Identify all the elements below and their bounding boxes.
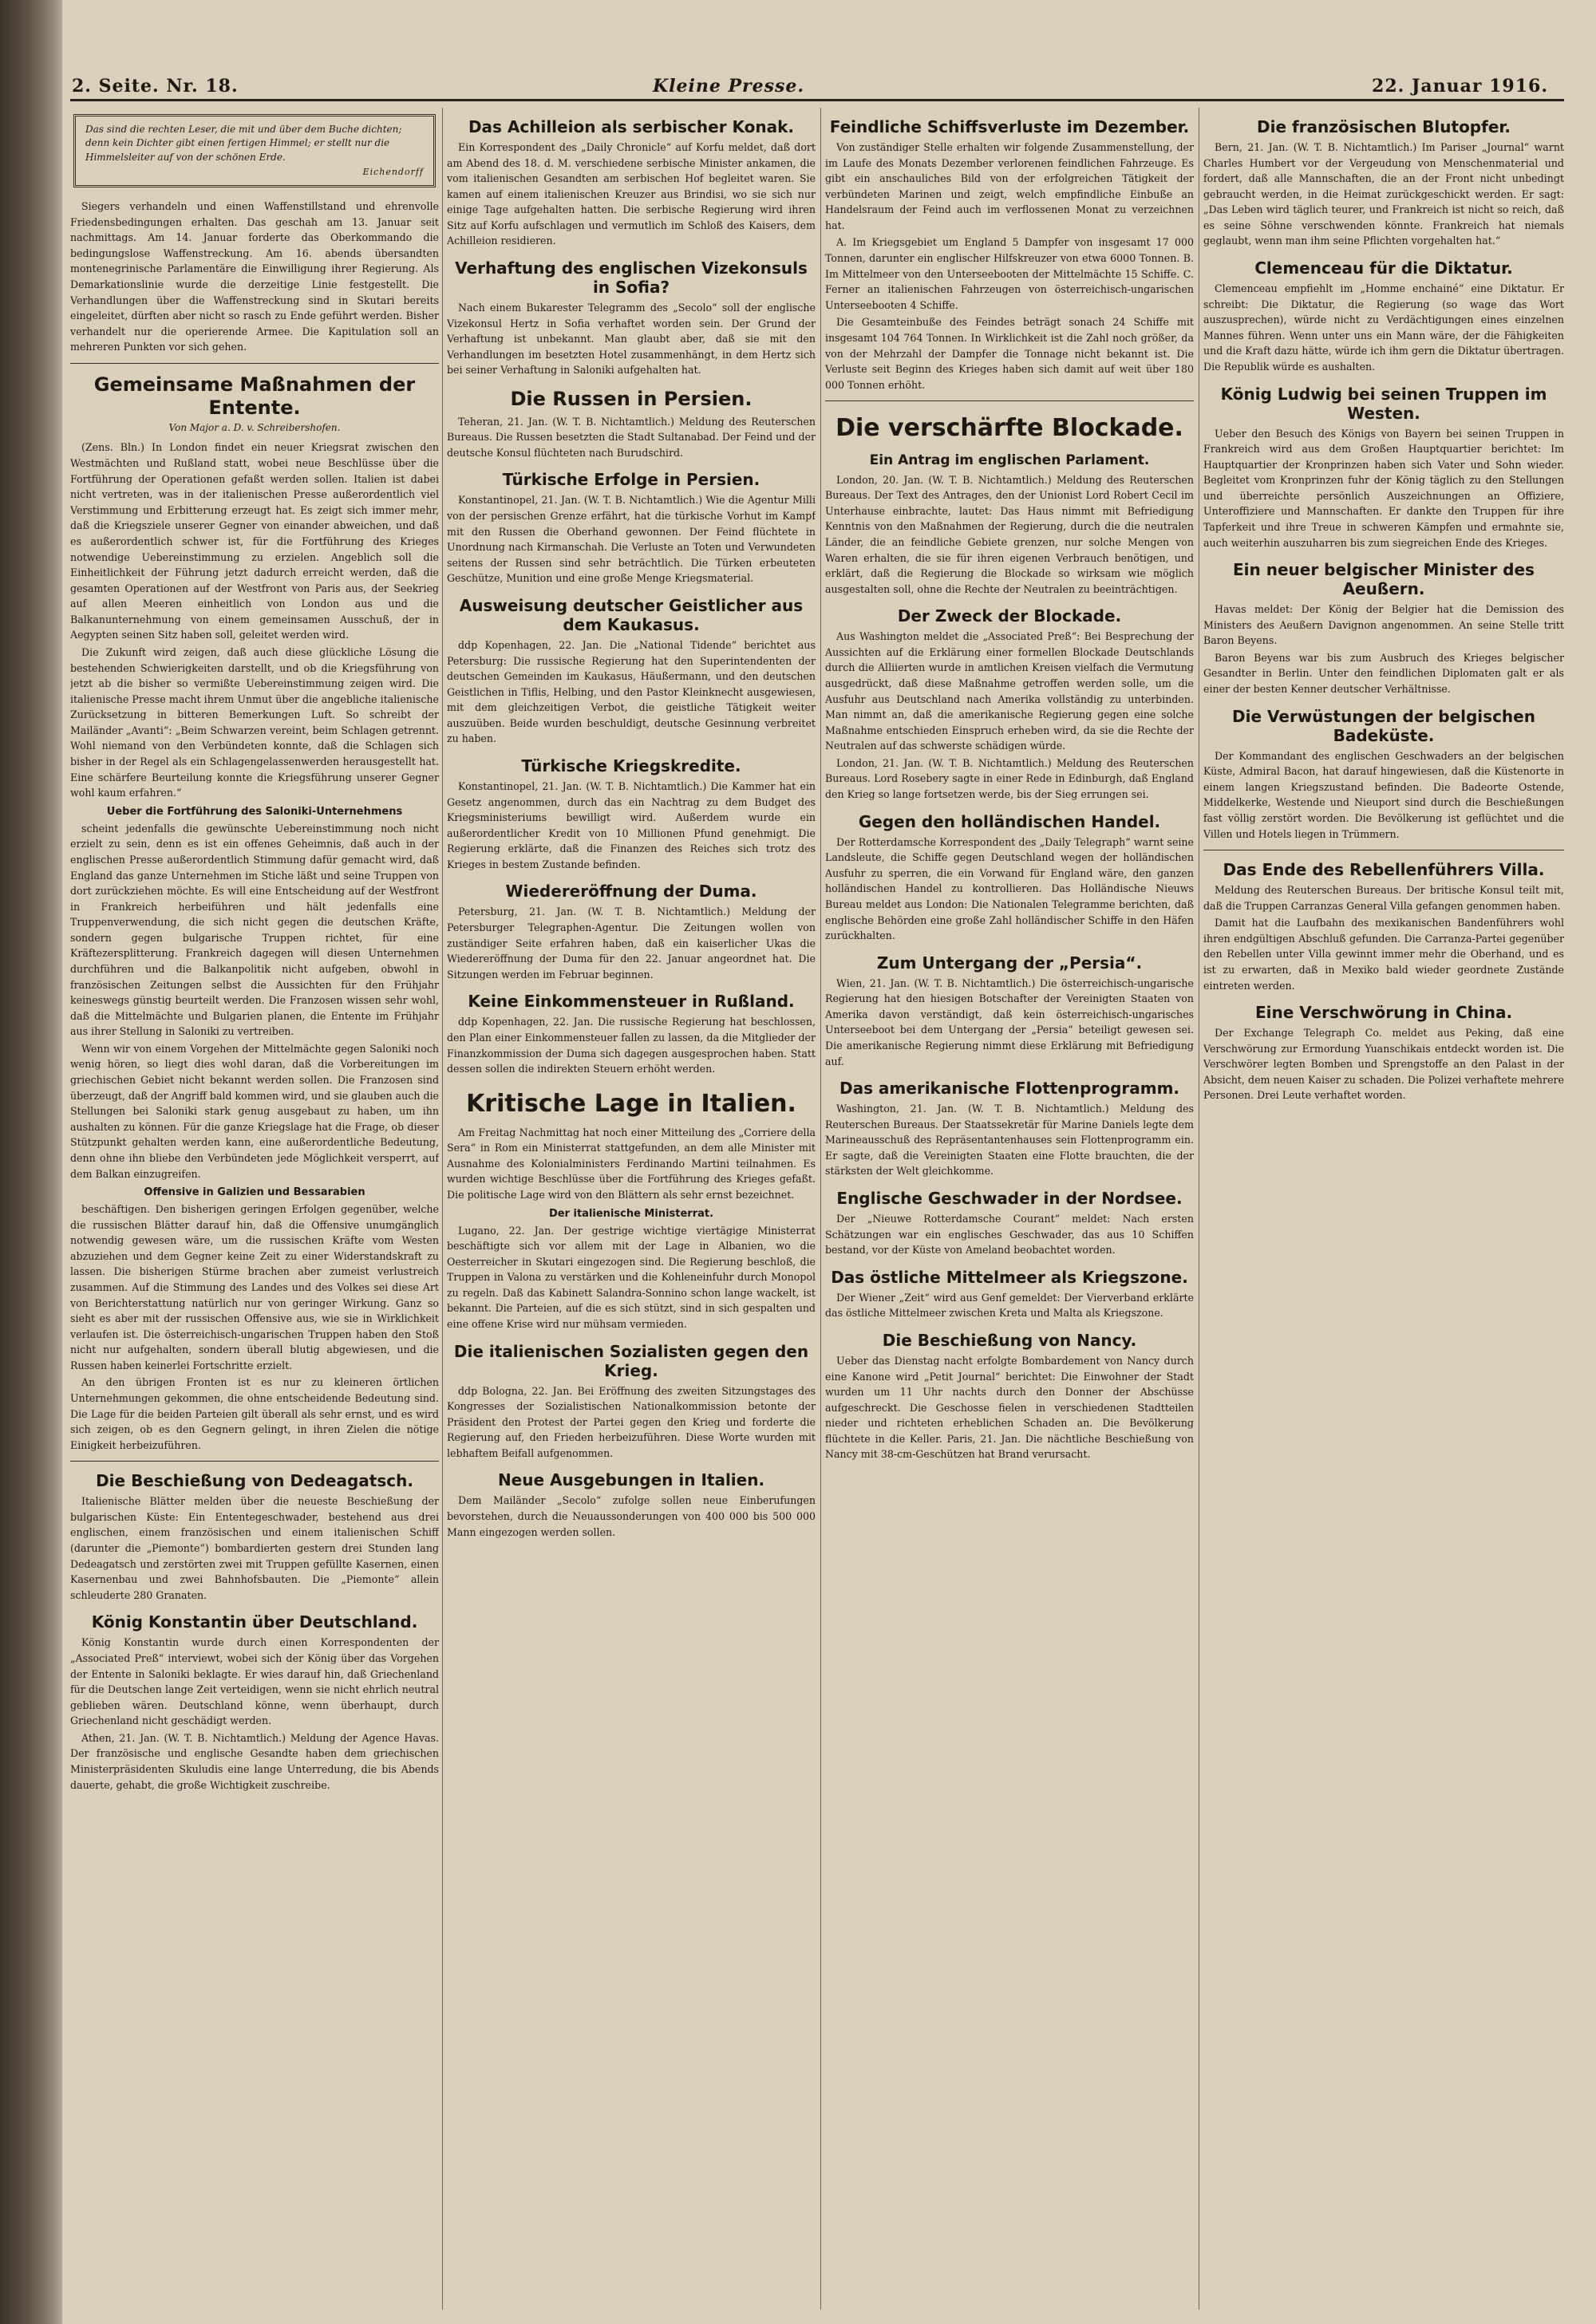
article-paragraph: Dem Mailänder „Secolo“ zufolge sollen neue Einberufungen bevorstehen, durch die Neuaussonderungen von 400 000 bis 500 000 Mann eingezogen werden sollen. — [447, 1494, 816, 1538]
article-paragraph: Petersburg, 21. Jan. (W. T. B. Nichtamtlich.) Meldung der Petersburger Telegraphen-Agentur. Die Zeitungen wollen von zuständiger Seite erfahren haben, daß ein kaiserlicher Ukas die Wiedereröffnung der Duma für den 22. Januar angeordnet hat. Die Sitzungen werden im Februar beginnen. — [447, 906, 816, 980]
page-header — [62, 76, 1596, 108]
article-paragraph: A. Im Kriegsgebiet um England 5 Dampfer von insgesamt 17 000 Tonnen, darunter ein englischer Hilfskreuzer von etwa 6000 Tonnen. B. Im Mittelmeer von den Unterseebooten der Mittelmächte 15 Schiffe. C. Ferner an italienischen Fahrzeugen von österreichisch-ungarischen Unterseebooten 4 Schiffe. — [825, 236, 1194, 311]
article-paragraph: London, 20. Jan. (W. T. B. Nichtamtlich.) Meldung des Reuterschen Bureaus. Der Text des Antrages, den der Unionist Lord Robert Cecil im Unterhause einbrachte, lautet: Das Haus nimmt mit Befriedigung Kenntnis von den Maßnahmen der Regierung, durch die die neutralen Länder, die an feindliche Gebiete grenzen, nur solche Mengen von Waren erhalten, die sie für ihren eigenen Verbrauch benötigen, und erklärt, daß die Regierung die Blockade so wirksam wie möglich ausgestalten soll, ohne die Rechte der Neutralen zu beeinträchtigen. — [825, 473, 1194, 595]
article-paragraph: Ueber den Besuch des Königs von Bayern bei seinen Truppen in Frankreich wird aus dem Großen Hauptquartier berichtet: Im Hauptquartier der Kronprinzen haben sich Vater und Sohn wieder. Begleitet vom Kronprinzen fuhr der König täglich zu den Stellungen und überreichte persönlich Auszeichnungen an Offiziere, Unteroffiziere und Mannschaften. Er dankte den Truppen für ihre Tapferkeit und ihre Treue in schweren Kämpfen und ermahnte sie, auch weiterhin auszuharren bis zum siegreichen Ende des Krieges. — [1203, 427, 1564, 549]
article-headline: Türkische Erfolge in Persien. — [502, 470, 760, 490]
article-headline: Der Zweck der Blockade. — [897, 606, 1122, 626]
article-paragraph: Am Freitag Nachmittag hat noch einer Mitteilung des „Corriere della Sera“ in Rom ein Ministerrat stattgefunden, an dem alle Minister mit Ausnahme des Kolonialministers Ferdinando Martini teilnahmen. Es wurden wichtige Beschlüsse über die Fortführung des Krieges gefaßt. Die politische Lage wird von den Blättern als sehr ernst bezeichnet. — [447, 1126, 816, 1201]
article-paragraph: Nach einem Bukarester Telegramm des „Secolo“ soll der englische Vizekonsul Hertz in Sofia verhaftet worden sein. Der Grund der Verhaftung ist unbekannt. Man glaubt aber, daß sie mit den Verhandlungen im besetzten Hotel zusammenhängt, in dem Hertz sich bei seiner Verhaftung in Saloniki aufgehalten hat. — [447, 302, 816, 377]
article-headline: Ein neuer belgischer Minister des Aeußern. — [1233, 560, 1535, 599]
article-paragraph: Lugano, 22. Jan. Der gestrige wichtige viertägige Ministerrat beschäftigte sich vor allem mit der Lage in Albanien, wo die Oesterreicher in Skutari eingezogen sind. Die Regierung beschloß, die Truppen in Valona zu verstärken und die Kohleneinfuhr durch Monopol zu regeln. Daß das Kabinett Salandra-Sonnino schon lange wackelt, ist bekannt. Die Parteien, auf die es sich stützt, sind in sich gespalten und eine offene Krise wird nur mühsam vermieden. — [447, 1224, 816, 1331]
article-paragraph: Der Kommandant des englischen Geschwaders an der belgischen Küste, Admiral Bacon, hat darauf hingewiesen, daß die Küstenorte in einem langen Kriegszustand befinden. Die Badeorte Ostende, Middelkerke, Westende und Nieuport sind durch die Beschießungen fast völlig zerstört worden. Die Bevölkerung ist geflüchtet und die Villen und Hotels liegen in Trümmern. — [1203, 749, 1564, 840]
divider — [70, 363, 439, 364]
column-divider — [820, 108, 821, 2310]
article-paragraph: Damit hat die Laufbahn des mexikanischen Bandenführers wohl ihren endgültigen Abschluß gefunden. Die Carranza-Partei gegenüber den Rebellen unter Villa gewinnt immer mehr die Oberhand, und es ist zu erwarten, daß in Mexiko bald wieder geordnete Zustände eintreten werden. — [1203, 917, 1564, 992]
page-number: 2. Seite. Nr. 18. — [72, 76, 239, 97]
article-headline: Wiedereröffnung der Duma. — [505, 882, 757, 902]
article-headline: Das Ende des Rebellenführers Villa. — [1223, 860, 1545, 880]
article-headline: Die verschärfte Blockade. — [836, 414, 1183, 443]
article-headline: Gegen den holländischen Handel. — [858, 811, 1161, 831]
section-subheading: Der italienische Ministerrat. — [548, 1207, 714, 1220]
article-paragraph: ddp Kopenhagen, 22. Jan. Die „National Tidende“ berichtet aus Petersburg: Die russische Regierung hat den Superintendenten der deutschen Gemeinden im Kaukasus, Häußermann, und den deutschen Geistlichen in Tiflis, Helbing, und den Pastor Kleinknecht ausgewiesen, mit dem gleichzeitigen Verbot, die geistliche Tätigkeit weiter auszuüben. Beide wurden beschuldigt, deutsche Gesinnung verbreitet zu haben. — [447, 638, 816, 745]
article-paragraph: Athen, 21. Jan. (W. T. B. Nichtamtlich.) Meldung der Agence Havas. Der französische und englische Gesandte haben dem griechischen Ministerpräsidenten Skuludis eine lange Unterredung, die bis Abends dauerte, gehabt, die große Wichtigkeit zuschreibe. — [70, 1731, 439, 1791]
article-headline: Türkische Kriegskredite. — [521, 756, 741, 775]
column-4 — [1203, 108, 1564, 2318]
header-rule — [70, 99, 1564, 101]
article-paragraph: Clemenceau empfiehlt im „Homme enchainé“ eine Diktatur. Er schreibt: Die Diktatur, die Regierung (so wage das Wort auszusprechen), würde nicht zu Verdächtigungen eines einzelnen Mannes führen. Wenn unter uns ein Mann wäre, der die Fähigkeiten und die Kraft dazu hätte, würde ich ihm gern die Diktatur übertragen. Die Republik würde es aushalten. — [1203, 282, 1564, 373]
article-headline: Keine Einkommensteuer in Rußland. — [468, 992, 795, 1012]
masthead-title: Kleine Presse. — [653, 76, 805, 97]
article-headline: Zum Untergang der „Persia“. — [876, 953, 1143, 973]
article-headline: Clemenceau für die Diktatur. — [1254, 258, 1513, 278]
article-paragraph: Der „Nieuwe Rotterdamsche Courant“ meldet: Nach ersten Schätzungen war ein englisches Geschwader, das aus 10 Schiffen bestand, vor der Küste von Ameland beobachtet worden. — [825, 1213, 1194, 1257]
article-subheadline: Ein Antrag im englischen Parlament. — [869, 452, 1150, 469]
article-paragraph: Die Gesamteinbuße des Feindes beträgt sonach 24 Schiffe mit insgesamt 104 764 Tonnen. In Wirklichkeit ist die Zahl noch größer, da von der Mehrzahl der Dampfer die Tonnage nicht bekannt ist. Die Verluste seit Beginn des Krieges haben sich damit auf weit über 180 000 Tonnen erhöht. — [825, 316, 1194, 391]
article-paragraph: Der Rotterdamsche Korrespondent des „Daily Telegraph“ warnt seine Landsleute, die Schiffe gegen Deutschland wegen der holländischen Ausfuhr zu sperren, die ein Vorwand für England wäre, den ganzen holländischen Handel zu kontrollieren. Das Holländische Nieuws Bureau meldet aus London: Die Nationalen Telegramme berichten, daß englische Behörden eine große Zahl holländischer Schiffe in den Häfen zurückhalten. — [825, 835, 1194, 942]
article-headline: Eine Verschwörung in China. — [1254, 1003, 1513, 1023]
article-paragraph: Teheran, 21. Jan. (W. T. B. Nichtamtlich.) Meldung des Reuterschen Bureaus. Die Russen besetzten die Stadt Sultanabad. Der Feind und der deutsche Konsul flüchteten nach Burudschird. — [447, 415, 816, 459]
article-paragraph: Meldung des Reuterschen Bureaus. Der britische Konsul teilt mit, daß die Truppen Carranzas General Villa gefangen genommen haben. — [1203, 884, 1564, 912]
article-headline: Ausweisung deutscher Geistlicher aus dem Kaukasus. — [459, 595, 804, 634]
article-paragraph: beschäftigen. Den bisherigen geringen Erfolgen gegenüber, welche die russischen Blätter darauf hin, daß die Offensive unumgänglich notwendig gewesen wäre, um die russischen Kräfte vom Westen abzuziehen und dem Gegner keine Zeit zu einer Widerstandskraft zu lassen. Die bisherigen Stürme brachen aber zumeist verlustreich zusammen. Auf die Stimmung des Landes und des Volkes sei diese Art von Berichterstattung natürlich nur von geringer Wirkung. Ganz so sieht es aber mit der russischen Offensive aus, wie sie in Wirklichkeit verlaufen ist. Die österreichisch-ungarischen Truppen haben den Stoß nicht nur aufgehalten, sondern überall blutig abgewiesen, und die Russen haben keinerlei Fortschritte erzielt. — [70, 1203, 439, 1371]
section-subheading: Offensive in Galizien und Bessarabien — [144, 1186, 365, 1199]
article-paragraph: Wien, 21. Jan. (W. T. B. Nichtamtlich.) Die österreichisch-ungarische Regierung hat den hiesigen Botschafter der Vereinigten Staaten von Amerika davon verständigt, daß kein österreichisch-ungarisches Unterseeboot bei dem Untergang der „Persia“ beteiligt gewesen sei. Die amerikanische Regierung nimmt diese Erklärung mit Befriedigung auf. — [825, 977, 1194, 1067]
article-paragraph: Von zuständiger Stelle erhalten wir folgende Zusammenstellung, der im Laufe des Monats Dezember verlorenen feindlichen Fahrzeuge. Es gibt ein anschauliches Bild von der erfolgreichen Tätigkeit der verbündeten Marinen und zeigt, welch empfindliche Einbuße an Handelsraum der Feind auch im verflossenen Monat zu verzeichnen hat. — [825, 141, 1194, 231]
article-paragraph: ddp Bologna, 22. Jan. Bei Eröffnung des zweiten Sitzungstages des Kongresses der Sozialistischen Nationalkommission betonte der Präsident den Protest der Partei gegen den Krieg und forderte die Regierung auf, den Frieden herbeizuführen. Diese Worte wurden mit lebhaftem Beifall aufgenommen. — [447, 1384, 816, 1459]
article-headline: Feindliche Schiffsverluste im Dezember. — [829, 117, 1190, 136]
issue-date: 22. Januar 1916. — [1372, 76, 1548, 97]
article-headline: Das Achilleion als serbischer Konak. — [468, 117, 795, 136]
article-paragraph: Havas meldet: Der König der Belgier hat die Demission des Ministers des Aeußern Davignon angenommen. An seine Stelle tritt Baron Beyens. — [1203, 603, 1564, 647]
column-3 — [825, 108, 1194, 2318]
column-divider — [442, 108, 443, 2310]
article-paragraph: Der Wiener „Zeit“ wird aus Genf gemeldet: Der Vierverband erklärte das östliche Mittelmeer zwischen Kreta und Malta als Kriegszone. — [825, 1291, 1194, 1320]
article-paragraph: Baron Beyens war bis zum Ausbruch des Krieges belgischer Gesandter in Berlin. Unter den feindlichen Diplomaten galt er als einer der besten Kenner deutscher Verhältnisse. — [1203, 651, 1564, 696]
article-paragraph: Konstantinopel, 21. Jan. (W. T. B. Nichtamtlich.) Die Kammer hat ein Gesetz angenommen, durch das ein Nachtrag zu dem Budget des Kriegsministeriums bewilligt wird. Außerdem wurde ein außerordentlicher Kredit von 10 Millionen Pfund genehmigt. Die Regierung erklärte, daß die Finanzen des Reiches sich trotz des Krieges in bestem Zustande befinden. — [447, 779, 816, 870]
article-paragraph: Der Exchange Telegraph Co. meldet aus Peking, daß eine Verschwörung zur Ermordung Yuanschikais entdeckt worden ist. Die Verschwörer legten Bomben und Sprengstoffe an den Palast in der Absicht, dem neuen Kaiser zu schaden. Die Polizei verhaftete mehrere Personen. Drei Leute verhaftet worden. — [1203, 1027, 1564, 1102]
article-paragraph: (Zens. Bln.) In London findet ein neuer Kriegsrat zwischen den Westmächten und Rußland statt, wobei neue Beschlüsse über die Fortführung der Operationen gefaßt werden sollen. Italien ist dabei nicht vertreten, was in der italienischen Presse außerordentlich viel Verstimmung und Erbitterung erzeugt hat. Es zeigt sich immer mehr, daß die Kriegsziele unserer Gegner von einander abweichen, und daß es außerordentlich schwer ist, für die Fortführung des Krieges notwendige Uebereinstimmung zu erzielen. Angeblich soll die Einheitlichkeit der Führung jetzt dadurch erreicht werden, daß die gesamten Operationen auf der Westfront von Paris aus, der Seekrieg auf allen Meeren einheitlich von London aus und die Balkanunternehmung von einem gemeinsamen Ausschuß, der in Aegypten seinen Sitz haben soll, geleitet werden wird. — [70, 441, 439, 641]
article-headline: Englische Geschwader in der Nordsee. — [836, 1189, 1183, 1209]
article-headline: Gemeinsame Maßnahmen der Entente. — [93, 373, 416, 419]
article-paragraph: Washington, 21. Jan. (W. T. B. Nichtamtlich.) Meldung des Reuterschen Bureaus. Der Staatssekretär für Marine Daniels legte dem Marineausschuß des Repräsentantenhauses sein Flottenprogramm ein. Er sagte, daß die Vereinigten Staaten eine Flotte brauchten, die der stärksten der Welt gleichkomme. — [825, 1103, 1194, 1178]
article-headline: Die Beschießung von Dedeagatsch. — [96, 1471, 413, 1491]
section-subheading: Ueber die Fortführung des Saloniki-Unternehmens — [106, 805, 403, 818]
article-paragraph: Aus Washington meldet die „Associated Preß“: Bei Besprechung der Aussichten auf die Erklärung einer formellen Blockade Deutschlands durch die Alliierten wurde in amtlichen Kreisen vielfach die Vermutung ausgedrückt, daß diese Maßnahme getroffen werden solle, um die Ausfuhr aus Deutschland nach Amerika vollständig zu unterbinden. Man nimmt an, daß die amerikanische Regierung gegen eine solche Maßnahme entschieden Einspruch erheben wird, da sie die Rechte der Neutralen auf das schwerste schädigen würde. — [825, 630, 1194, 752]
article-headline: Das amerikanische Flottenprogramm. — [839, 1079, 1180, 1099]
column-1 — [70, 108, 439, 2318]
article-paragraph: Ueber das Dienstag nacht erfolgte Bombardement von Nancy durch eine Kanone wird „Petit Journal“ berichtet: Die Einwohner der Stadt wurden um 11 Uhr nachts durch den Donner der Abschüsse aufgeschreckt. Die Geschosse fielen in verschiedenen Stadtteilen nieder und richteten erheblichen Schaden an. Die Bevölkerung flüchtete in die Keller. Paris, 21. Jan. Die nächtliche Beschießung von Nancy mit 38-cm-Geschützen hat Brand verursacht. — [825, 1354, 1194, 1461]
article-headline: Die italienischen Sozialisten gegen den Krieg. — [453, 1341, 809, 1380]
article-paragraph: An den übrigen Fronten ist es nur zu kleineren örtlichen Unternehmungen gekommen, die ohne entscheidende Bedeutung sind. Die Lage für die beiden Parteien gilt überall als sehr ernst, und es wird sich zeigen, ob es den Gegnern gelingt, in ihren Zielen die nötige Einigkeit herbeizuführen. — [70, 1376, 439, 1451]
article-headline: König Konstantin über Deutschland. — [91, 1612, 418, 1632]
article-paragraph: scheint jedenfalls die gewünschte Uebereinstimmung noch nicht erzielt zu sein, denn es ist ein offenes Geheimnis, daß auch in der englischen Presse außerordentlich Stimmung dafür gemacht wird, daß England das ganze Unternehmen im Stiche läßt und seine Truppen von dort zurückziehen möchte. Es will eine Entscheidung auf der Westfront in Frankreich herbeiführen und hält jedenfalls eine Truppenverwendung, die sich nicht gegen die deutschen Kräfte, sondern gegen bulgarische Truppen richtet, für eine Kräftezersplitterung. Frankreich dagegen will diesen Unternehmen durchführen und die Balkanpolitik nicht aufgeben, obwohl in französischen Zeitungen selbst die Aussichten für den Frühjahr keineswegs günstig beurteilt werden. Die Franzosen wissen sehr wohl, daß die Mittelmächte und Bulgarien planen, die Entente im Frühjahr aus ihrer Stellung in Saloniki zu vertreiben. — [70, 822, 439, 1038]
motto-text: Das sind die rechten Leser, die mit und über dem Buche dichten; denn kein Dichter gibt einen fertigen Himmel; er stellt nur die Himmelsleiter auf von der schönen Erde. — [85, 124, 402, 163]
article-byline: Von Major a. D. v. Schreibershofen. — [168, 422, 341, 434]
divider — [70, 1461, 439, 1462]
article-paragraph: London, 21. Jan. (W. T. B. Nichtamtlich.) Meldung des Reuterschen Bureaus. Lord Rosebery sagte in einer Rede in Edinburgh, daß England den Krieg so lange fortsetzen werde, bis der Sieg errungen sei. — [825, 756, 1194, 801]
article-headline: Die Russen in Persien. — [510, 387, 753, 410]
article-paragraph: Bern, 21. Jan. (W. T. B. Nichtamtlich.) Im Pariser „Journal“ warnt Charles Humbert vor der Vergeudung von Menschenmaterial und fordert, daß alle Mannschaften, die an der Front nicht unbedingt gebraucht werden, in die Heimat zurückgeschickt werden. Er sagt: „Das Leben wird täglich teurer, und Frankreich ist nicht so reich, daß es seine Söhne verschwenden könnte. Frankreich hat niemals geglaubt, wenn man ihm seine Pflichten vorgehalten hat.“ — [1203, 141, 1564, 247]
article-paragraph: Konstantinopel, 21. Jan. (W. T. B. Nichtamtlich.) Wie die Agentur Milli von der persischen Grenze erfährt, hat die türkische Vorhut im Kampf mit den Russen die Oberhand gewonnen. Der Feind flüchtete in Unordnung nach Kirmanschah. Die Verluste an Toten und Verwundeten seitens der Russen sind sehr beträchtlich. Die Türken erbeuteten Geschütze, Munition und eine große Menge Kriegsmaterial. — [447, 494, 816, 585]
column-2 — [447, 108, 816, 2318]
article-headline: König Ludwig bei seinen Truppen im Westen. — [1220, 384, 1547, 423]
article-headline: Die Verwüstungen der belgischen Badeküste. — [1232, 706, 1535, 745]
article-headline: Neue Ausgebungen in Italien. — [497, 1470, 765, 1490]
divider — [825, 400, 1194, 401]
article-headline: Verhaftung des englischen Vizekonsuls in Sofia? — [455, 258, 808, 298]
article-headline: Das östliche Mittelmeer als Kriegszone. — [831, 1267, 1188, 1287]
article-paragraph: Siegers verhandeln und einen Waffenstillstand und ehrenvolle Friedensbedingungen erhalten. Das geschah am 13. Januar seit nachmittags. Am 14. Januar forderte das Oberkommando die bedingungslose Waffenstreckung. Am 16. abends übersandten montenegrinische Parlamentäre die Einwilligung ihrer Regierung. Als Demarkationslinie wurde die derzeitige Linie festgestellt. Die Verhandlungen über die Waffenstreckung sind in Skutari bereits eingeleitet, dürften aber nicht so rasch zu Ende geführt werden. Bisher verhandelt nur die operierende Armee. Die Kapitulation soll an mehreren Punkten vor sich gehen. — [70, 200, 439, 353]
motto-box — [73, 114, 436, 187]
article-headline: Die französischen Blutopfer. — [1256, 117, 1511, 136]
article-paragraph: ddp Kopenhagen, 22. Jan. Die russische Regierung hat beschlossen, den Plan einer Einkommensteuer fallen zu lassen, da die Mitglieder der Finanzkommission der Duma sich dagegen ausgesprochen haben. Statt dessen sollen die indirekten Steuern erhöht werden. — [447, 1016, 816, 1075]
motto-author: Eichendorff — [362, 167, 424, 178]
article-headline: Kritische Lage in Italien. — [466, 1089, 796, 1118]
article-paragraph: Ein Korrespondent des „Daily Chronicle“ auf Korfu meldet, daß dort am Abend des 18. d. M. verschiedene serbische Minister ankamen, die vom italienischen Gesandten am serbischen Hof begleitet waren. Sie kamen auf einem italienischen Kreuzer aus Brindisi, wo sie sich nur einige Tage aufgehalten hatten. Die serbische Regierung wird ihren Sitz auf Korfu aufschlagen und vermutlich im Schloß des Kaisers, dem Achilleion residieren. — [447, 141, 816, 247]
article-paragraph: Wenn wir von einem Vorgehen der Mittelmächte gegen Saloniki noch wenig hören, so liegt dies wohl daran, daß die Vorbereitungen im griechischen Gebiet nicht bekannt werden sollen. Die Franzosen sind überzeugt, daß der Angriff bald kommen wird, und sie glauben auch die Stellungen bei Saloniki stark genug ausgebaut zu haben, um ihn aushalten zu können. Für die ganze Kriegslage hat die Frage, ob dieser Stützpunkt gehalten werden kann, eine außerordentliche Bedeutung, denn ohne ihn bliebe den Verbündeten jede Möglichkeit versperrt, auf dem Balkan einzugreifen. — [70, 1042, 439, 1180]
article-paragraph: Die Zukunft wird zeigen, daß auch diese glückliche Lösung die bestehenden Schwierigkeiten darstellt, und ob die Kriegsführung von jetzt ab die bisher so vermißte Uebereinstimmung zeigen wird. Die italienische Presse macht ihrem Unmut über die angebliche italienische Zurücksetzung in bitteren Bemerkungen Luft. So schreibt der Mailänder „Avanti“: „Beim Schwarzen vereint, beim Schlagen getrennt. Wohl niemand von den Verbündeten konnte, daß die Schlagen sich bisher in der Regel als ein Schlagengelassenwerden herausgestellt hat. Eine schärfere Beurteilung konnte die Kriegsführung unserer Gegner wohl kaum erfahren.“ — [70, 646, 439, 799]
newspaper-page — [62, 0, 1596, 2324]
article-paragraph: Italienische Blätter melden über die neueste Beschießung der bulgarischen Küste: Ein Ententegeschwader, bestehend aus drei englischen, einem französischen und einem italienischen Schiff (darunter die „Piemonte“) bombardierten gestern drei Stunden lang Dedeagatsch und zerstörten zwei mit Truppen gefüllte Kasernen, einen Kasernenbau und zwei Bahnhofsbauten. Die „Piemonte“ allein schleuderte 280 Granaten. — [70, 1495, 439, 1601]
book-binding — [0, 0, 62, 2324]
article-headline: Die Beschießung von Nancy. — [882, 1330, 1137, 1350]
article-paragraph: König Konstantin wurde durch einen Korrespondenten der „Associated Preß“ interviewt, wobei sich der König über das Vorgehen der Entente in Saloniki beklagte. Er wies darauf hin, daß Griechenland für die Deutschen lange Zeit verteidigen, wenn sie nicht ehrlich neutral geblieben wären. Deutschland könne, wenn überhaupt, durch Griechenland nicht geschädigt werden. — [70, 1636, 439, 1727]
